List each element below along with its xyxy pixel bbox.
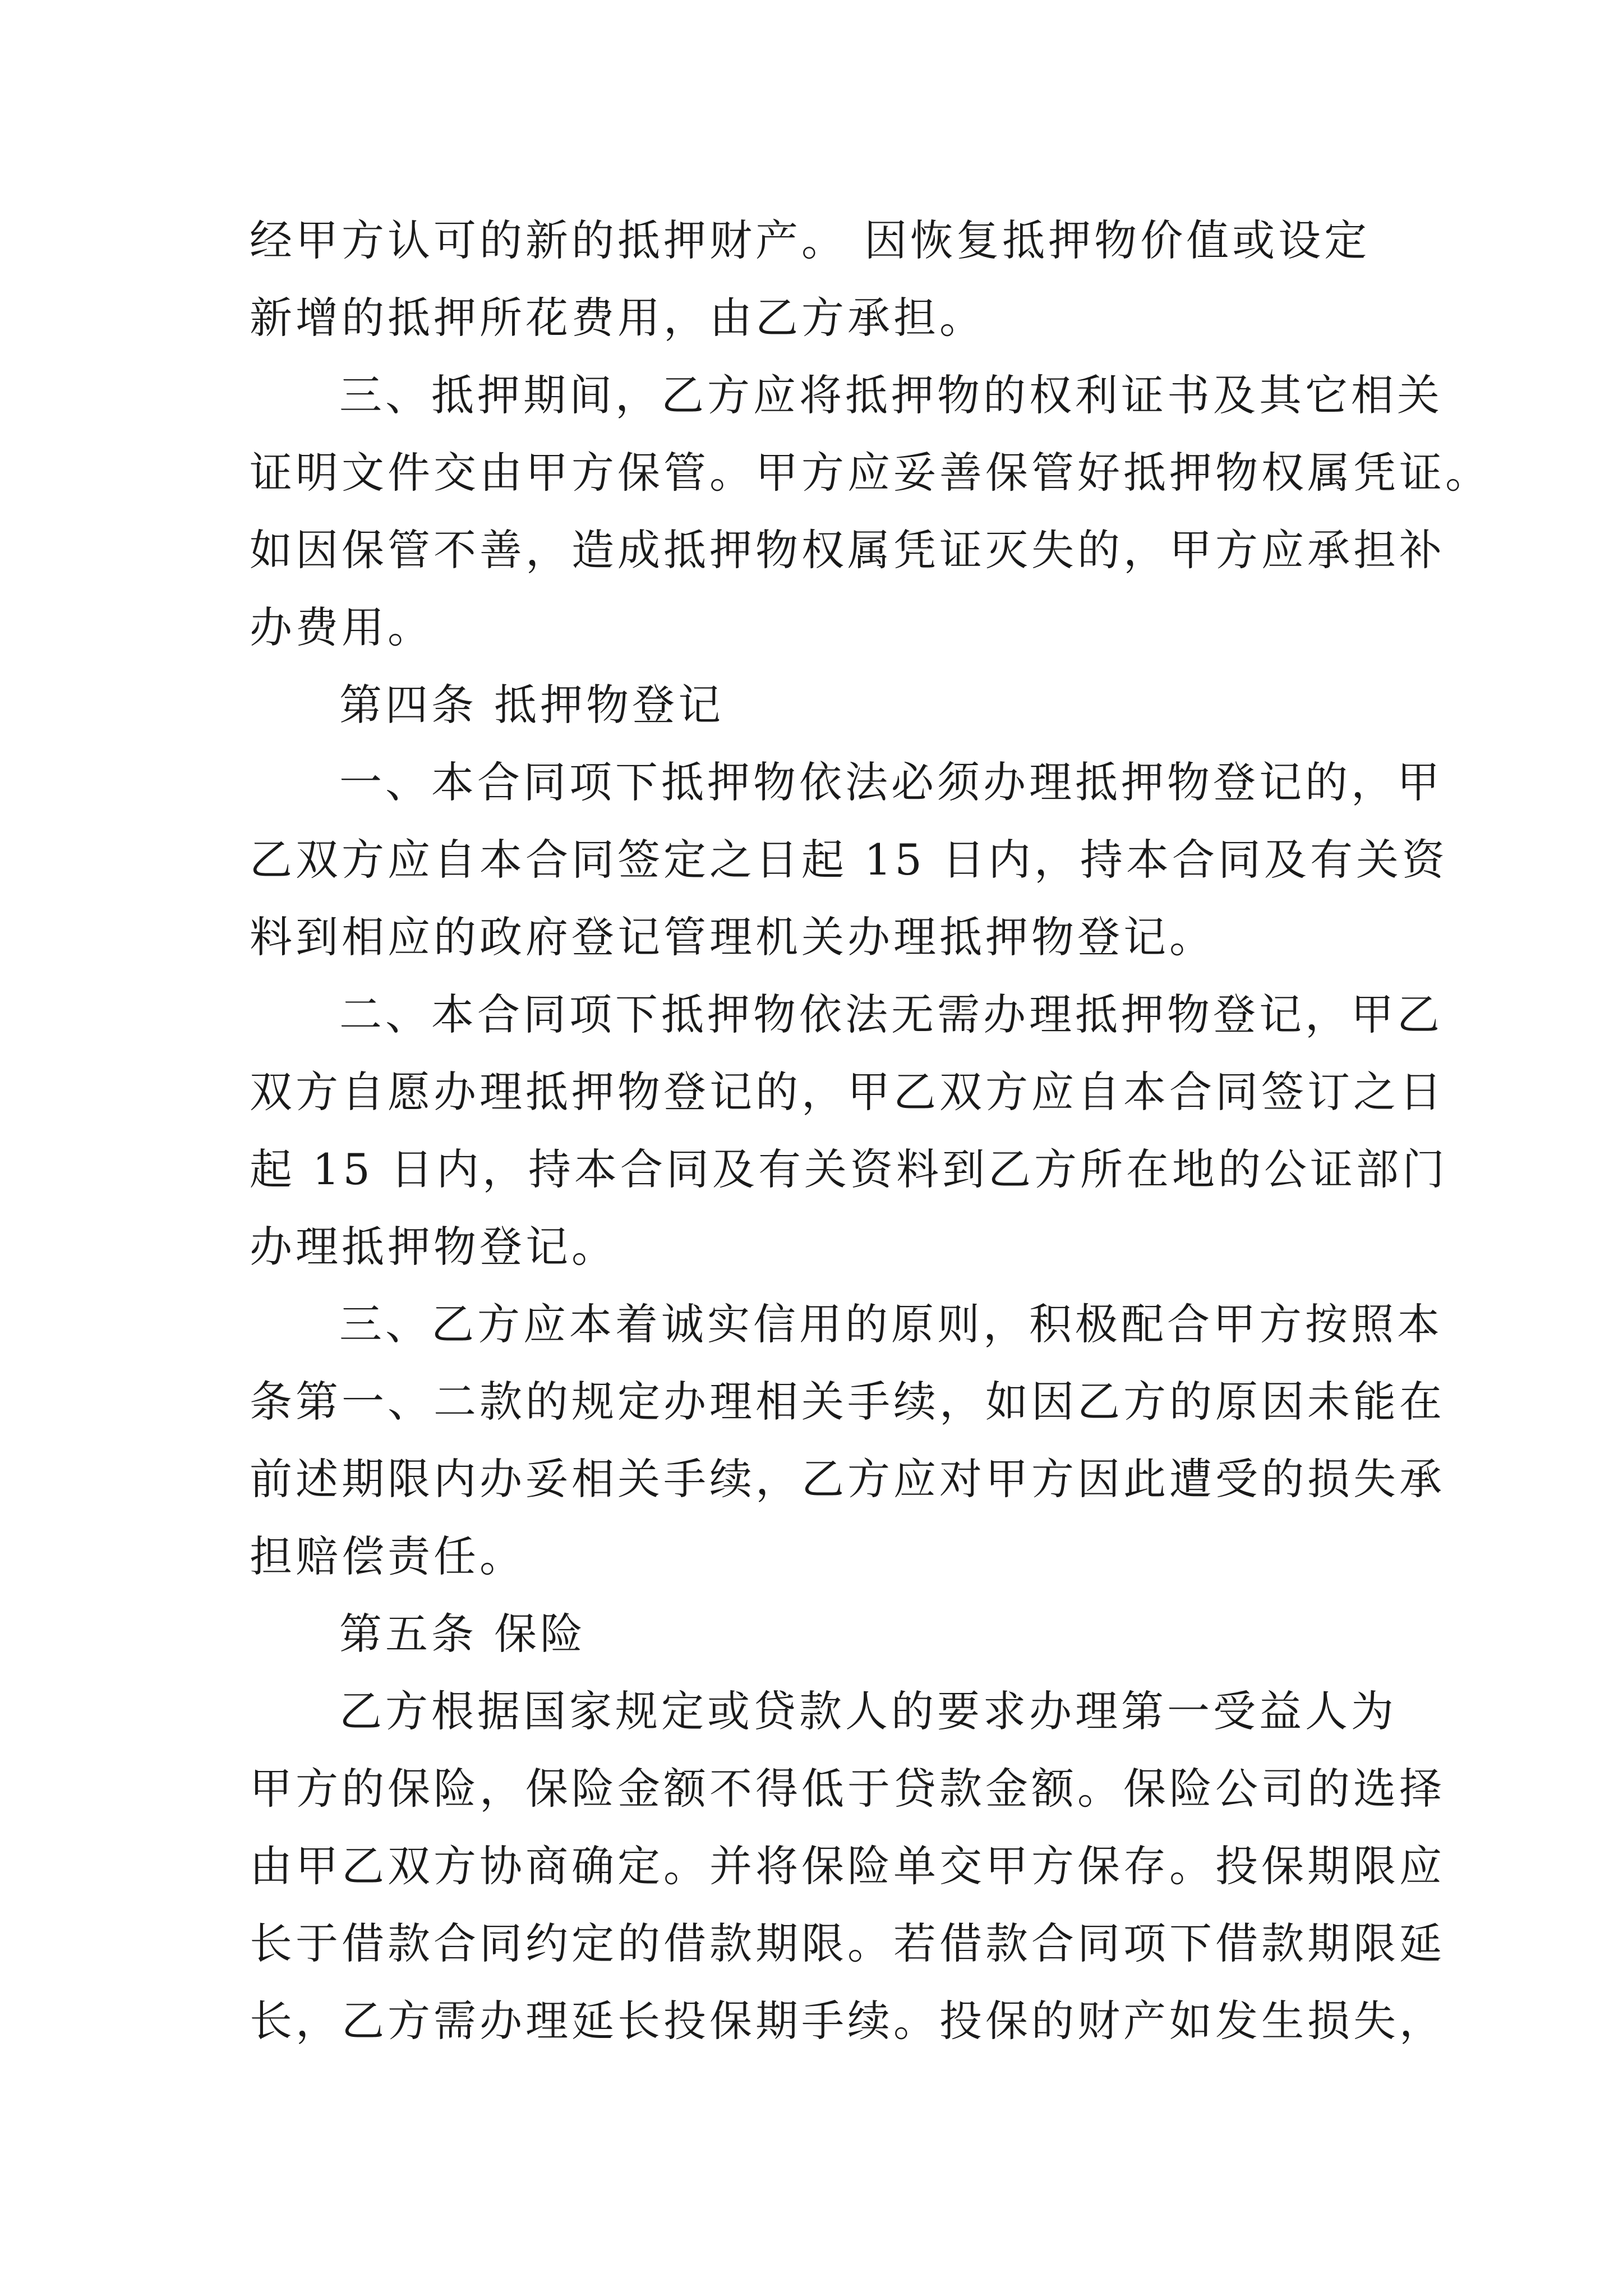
text-line: 证明文件交由甲方保管。甲方应妥善保管好抵押物权属凭证。 <box>250 448 1491 498</box>
text-line: 新增的抵押所花费用，由乙方承担。 <box>250 293 985 343</box>
text-line: 如因保管不善，造成抵押物权属凭证灭失的，甲方应承担补 <box>250 525 1445 575</box>
text-line: 经甲方认可的新的抵押财产。 因恢复抵押物价值或设定 <box>250 215 1371 265</box>
text-line: 第五条 保险 <box>339 1609 587 1659</box>
text-line: 三、抵押期间，乙方应将抵押物的权利证书及其它相关 <box>339 370 1443 420</box>
text-line: 担赔偿责任。 <box>250 1531 525 1581</box>
text-line: 乙方根据国家规定或贷款人的要求办理第一受益人为 <box>339 1686 1397 1736</box>
text-line: 起 15 日内，持本合同及有关资料到乙方所在地的公证部门 <box>250 1144 1449 1194</box>
text-line: 二、本合同项下抵押物依法无需办理抵押物登记，甲乙 <box>339 990 1443 1039</box>
text-line: 条第一、二款的规定办理相关手续，如因乙方的原因未能在 <box>250 1377 1445 1427</box>
text-line: 前述期限内办妥相关手续，乙方应对甲方因此遭受的损失承 <box>250 1454 1445 1504</box>
text-line: 由甲乙双方协商确定。并将保险单交甲方保存。投保期限应 <box>250 1841 1445 1891</box>
text-line: 第四条 抵押物登记 <box>339 680 725 730</box>
text-line: 料到相应的政府登记管理机关办理抵押物登记。 <box>250 912 1215 962</box>
text-line: 双方自愿办理抵押物登记的，甲乙双方应自本合同签订之日 <box>250 1067 1445 1117</box>
text-line: 乙双方应自本合同签定之日起 15 日内，持本合同及有关资 <box>250 835 1449 885</box>
text-line: 一、本合同项下抵押物依法必须办理抵押物登记的，甲 <box>339 757 1443 807</box>
text-line: 甲方的保险，保险金额不得低于贷款金额。保险公司的选择 <box>250 1764 1445 1814</box>
document-body <box>250 202 1491 2060</box>
text-line: 长于借款合同约定的借款期限。若借款合同项下借款期限延 <box>250 1918 1445 1968</box>
text-line: 长，乙方需办理延长投保期手续。投保的财产如发生损失， <box>250 1996 1445 2046</box>
text-line: 办理抵押物登记。 <box>250 1222 617 1272</box>
text-line: 办费用。 <box>250 602 434 652</box>
text-line: 三、乙方应本着诚实信用的原则，积极配合甲方按照本 <box>339 1299 1443 1349</box>
